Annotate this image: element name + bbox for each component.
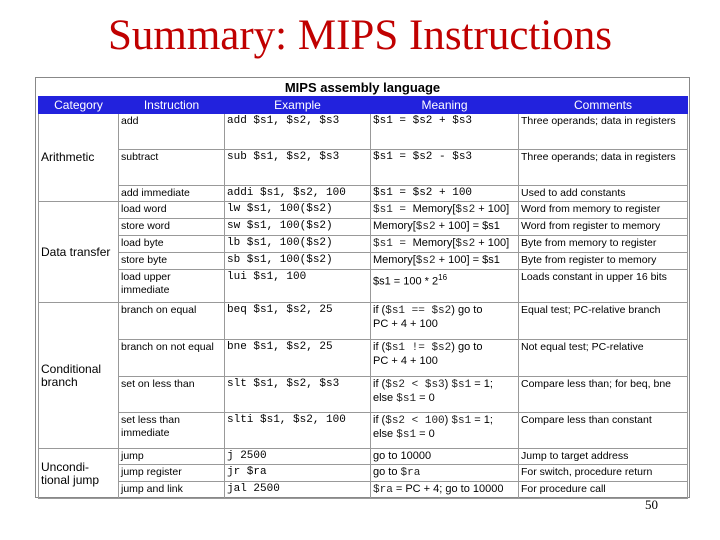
header-category: Category — [39, 97, 119, 114]
meaning-slt-line1 — [373, 378, 516, 392]
instr-addi: add immediate — [119, 186, 225, 202]
instr-lui-line1: load upper — [121, 271, 171, 283]
comment-jal: For procedure call — [519, 482, 688, 499]
meaning-jal — [371, 482, 519, 499]
instr-jr: jump register — [119, 465, 225, 482]
instr-lui-line2: immediate — [121, 284, 170, 296]
meaning-beq-line2: PC + 4 + 100 — [373, 318, 438, 330]
table-row — [39, 303, 688, 340]
table-header-row — [39, 97, 688, 114]
meaning-beq-then: ) go to — [451, 304, 483, 316]
comment-sb: Byte from register to memory — [519, 253, 688, 270]
example-slt: slt $s1, $s2, $s3 — [225, 377, 371, 413]
instr-sub: subtract — [119, 150, 225, 186]
meaning-j: go to 10000 — [371, 449, 519, 465]
instr-sb: store byte — [119, 253, 225, 270]
meaning-jr-b: $ra — [400, 467, 421, 479]
meaning-lw-d: + 100] — [475, 203, 510, 215]
meaning-sb-c: + 100] = $s1 — [435, 254, 500, 266]
instr-slt: set on less than — [119, 377, 225, 413]
table-row — [39, 186, 688, 202]
table-row — [39, 150, 688, 186]
comment-addi: Used to add constants — [519, 186, 688, 202]
example-add: add $s1, $s2, $s3 — [225, 114, 371, 150]
table-row — [39, 114, 688, 150]
table-row — [39, 377, 688, 413]
meaning-sw — [371, 219, 519, 236]
meaning-sw-c: + 100] = $s1 — [435, 220, 500, 232]
meaning-slti-cond: $s2 < 100 — [385, 415, 445, 427]
meaning-addi: $s1 = $s2 + 100 — [371, 186, 519, 202]
example-j: j 2500 — [225, 449, 371, 465]
slide-title: Summary: MIPS Instructions — [107, 12, 613, 59]
table-row — [39, 253, 688, 270]
category-conditional-line2: branch — [41, 374, 78, 389]
example-sw: sw $s1, 100($s2) — [225, 219, 371, 236]
instr-add: add — [119, 114, 225, 150]
meaning-slti-zero: = 0 — [416, 428, 435, 440]
meaning-beq — [371, 303, 519, 340]
meaning-beq-line1 — [373, 304, 516, 318]
meaning-lw — [371, 202, 519, 219]
meaning-lb-a: $s1 = — [373, 238, 413, 250]
meaning-slt-eq: = 1; — [471, 378, 493, 390]
meaning-lw-a: $s1 = — [373, 204, 413, 216]
category-data-transfer: Data transfer — [39, 202, 119, 303]
instr-slti — [119, 413, 225, 449]
example-sub: sub $s1, $s2, $s3 — [225, 150, 371, 186]
table-row — [39, 413, 688, 449]
example-slti: slti $s1, $s2, 100 — [225, 413, 371, 449]
comment-sw: Word from register to memory — [519, 219, 688, 236]
example-beq: beq $s1, $s2, 25 — [225, 303, 371, 340]
meaning-sub: $s1 = $s2 - $s3 — [371, 150, 519, 186]
meaning-slt-else: else — [373, 392, 397, 404]
meaning-sw-a: Memory[ — [373, 220, 416, 232]
meaning-slt-reg2: $s1 — [396, 393, 417, 405]
table-row — [39, 482, 688, 499]
meaning-slti-reg: $s1 — [451, 415, 472, 427]
meaning-bne-then: ) go to — [451, 341, 483, 353]
instr-slti-line2: immediate — [121, 427, 170, 439]
table-row — [39, 202, 688, 219]
example-lui: lui $s1, 100 — [225, 270, 371, 303]
meaning-lb-d: + 100] — [475, 237, 510, 249]
table-row — [39, 270, 688, 303]
category-unconditional-jump — [39, 449, 119, 499]
meaning-slt-zero: = 0 — [416, 392, 435, 404]
meaning-bne — [371, 340, 519, 377]
comment-lw: Word from memory to register — [519, 202, 688, 219]
meaning-slti-reg2: $s1 — [396, 429, 417, 441]
instr-beq: branch on equal — [119, 303, 225, 340]
meaning-slti-else: else — [373, 428, 397, 440]
instr-jal: jump and link — [119, 482, 225, 499]
instr-sw: store word — [119, 219, 225, 236]
meaning-lui — [371, 270, 519, 303]
meaning-lb-b: Memory[ — [412, 237, 456, 249]
meaning-bne-line2: PC + 4 + 100 — [373, 355, 438, 367]
meaning-bne-if: if ( — [373, 341, 386, 353]
category-arithmetic: Arithmetic — [39, 114, 119, 202]
meaning-sb — [371, 253, 519, 270]
meaning-slt-then: ) — [444, 378, 452, 390]
meaning-jal-a: $ra — [373, 484, 393, 496]
meaning-slti-line1 — [373, 414, 516, 428]
comment-slt: Compare less than; for beq, bne — [519, 377, 688, 413]
category-conditional-line1: Conditional — [41, 361, 102, 376]
page-number: 50 — [645, 497, 658, 512]
header-example: Example — [225, 97, 371, 114]
header-meaning: Meaning — [371, 97, 519, 114]
instr-slti-line1: set less than — [121, 414, 180, 426]
example-lb: lb $s1, 100($s2) — [225, 236, 371, 253]
comment-sub: Three operands; data in registers — [519, 150, 688, 186]
meaning-bne-line1 — [373, 341, 516, 355]
meaning-sb-b: $s2 — [415, 255, 436, 267]
comment-add: Three operands; data in registers — [519, 114, 688, 150]
instr-j: jump — [119, 449, 225, 465]
meaning-jr-a: go to — [373, 466, 401, 478]
comment-lb: Byte from memory to register — [519, 236, 688, 253]
meaning-slt-line2 — [373, 392, 516, 406]
meaning-lw-c: $s2 — [455, 204, 476, 216]
comment-lui: Loads constant in upper 16 bits — [519, 270, 688, 303]
instr-lw: load word — [119, 202, 225, 219]
meaning-lw-b: Memory[ — [412, 203, 456, 215]
meaning-sw-b: $s2 — [415, 221, 436, 233]
category-uncond-line1: Uncondi- — [41, 459, 90, 474]
comment-j: Jump to target address — [519, 449, 688, 465]
example-addi: addi $s1, $s2, 100 — [225, 186, 371, 202]
meaning-beq-if: if ( — [373, 304, 386, 316]
table-row — [39, 219, 688, 236]
instr-bne: branch on not equal — [119, 340, 225, 377]
example-lw: lw $s1, 100($s2) — [225, 202, 371, 219]
meaning-lui-text: $s1 = 100 * 2 — [373, 275, 439, 288]
table-row — [39, 449, 688, 465]
table-row — [39, 340, 688, 377]
category-conditional-branch — [39, 303, 119, 449]
meaning-slt-reg: $s1 — [451, 379, 472, 391]
meaning-lb — [371, 236, 519, 253]
example-jal: jal 2500 — [225, 482, 371, 499]
table-row — [39, 465, 688, 482]
comment-beq: Equal test; PC-relative branch — [519, 303, 688, 340]
meaning-add: $s1 = $s2 + $s3 — [371, 114, 519, 150]
meaning-slt-if: if ( — [373, 378, 386, 390]
mips-table-frame — [35, 77, 690, 498]
meaning-slti-eq: = 1; — [471, 414, 493, 426]
meaning-slt — [371, 377, 519, 413]
comment-jr: For switch, procedure return — [519, 465, 688, 482]
meaning-lb-c: $s2 — [455, 238, 476, 250]
example-bne: bne $s1, $s2, 25 — [225, 340, 371, 377]
meaning-slti — [371, 413, 519, 449]
instr-lb: load byte — [119, 236, 225, 253]
meaning-bne-cond: $s1 != $s2 — [385, 342, 452, 354]
comment-slti: Compare less than constant — [519, 413, 688, 449]
example-jr: jr $ra — [225, 465, 371, 482]
meaning-slti-if: if ( — [373, 414, 386, 426]
category-uncond-line2: tional jump — [41, 472, 100, 487]
meaning-jal-b: = PC + 4; go to 10000 — [392, 483, 504, 495]
table-caption: MIPS assembly language — [284, 80, 441, 95]
header-instruction: Instruction — [119, 97, 225, 114]
meaning-jr — [371, 465, 519, 482]
mips-instruction-table — [38, 96, 688, 499]
comment-bne: Not equal test; PC-relative — [519, 340, 688, 377]
meaning-slti-then: ) — [444, 414, 452, 426]
meaning-slt-cond: $s2 < $s3 — [385, 379, 445, 391]
header-comments: Comments — [519, 97, 688, 114]
example-sb: sb $s1, 100($s2) — [225, 253, 371, 270]
meaning-slti-line2 — [373, 428, 516, 442]
meaning-beq-cond: $s1 == $s2 — [385, 305, 452, 317]
meaning-sb-a: Memory[ — [373, 254, 416, 266]
meaning-lui-sup: 16 — [438, 273, 448, 282]
instr-lui — [119, 270, 225, 303]
table-row — [39, 236, 688, 253]
